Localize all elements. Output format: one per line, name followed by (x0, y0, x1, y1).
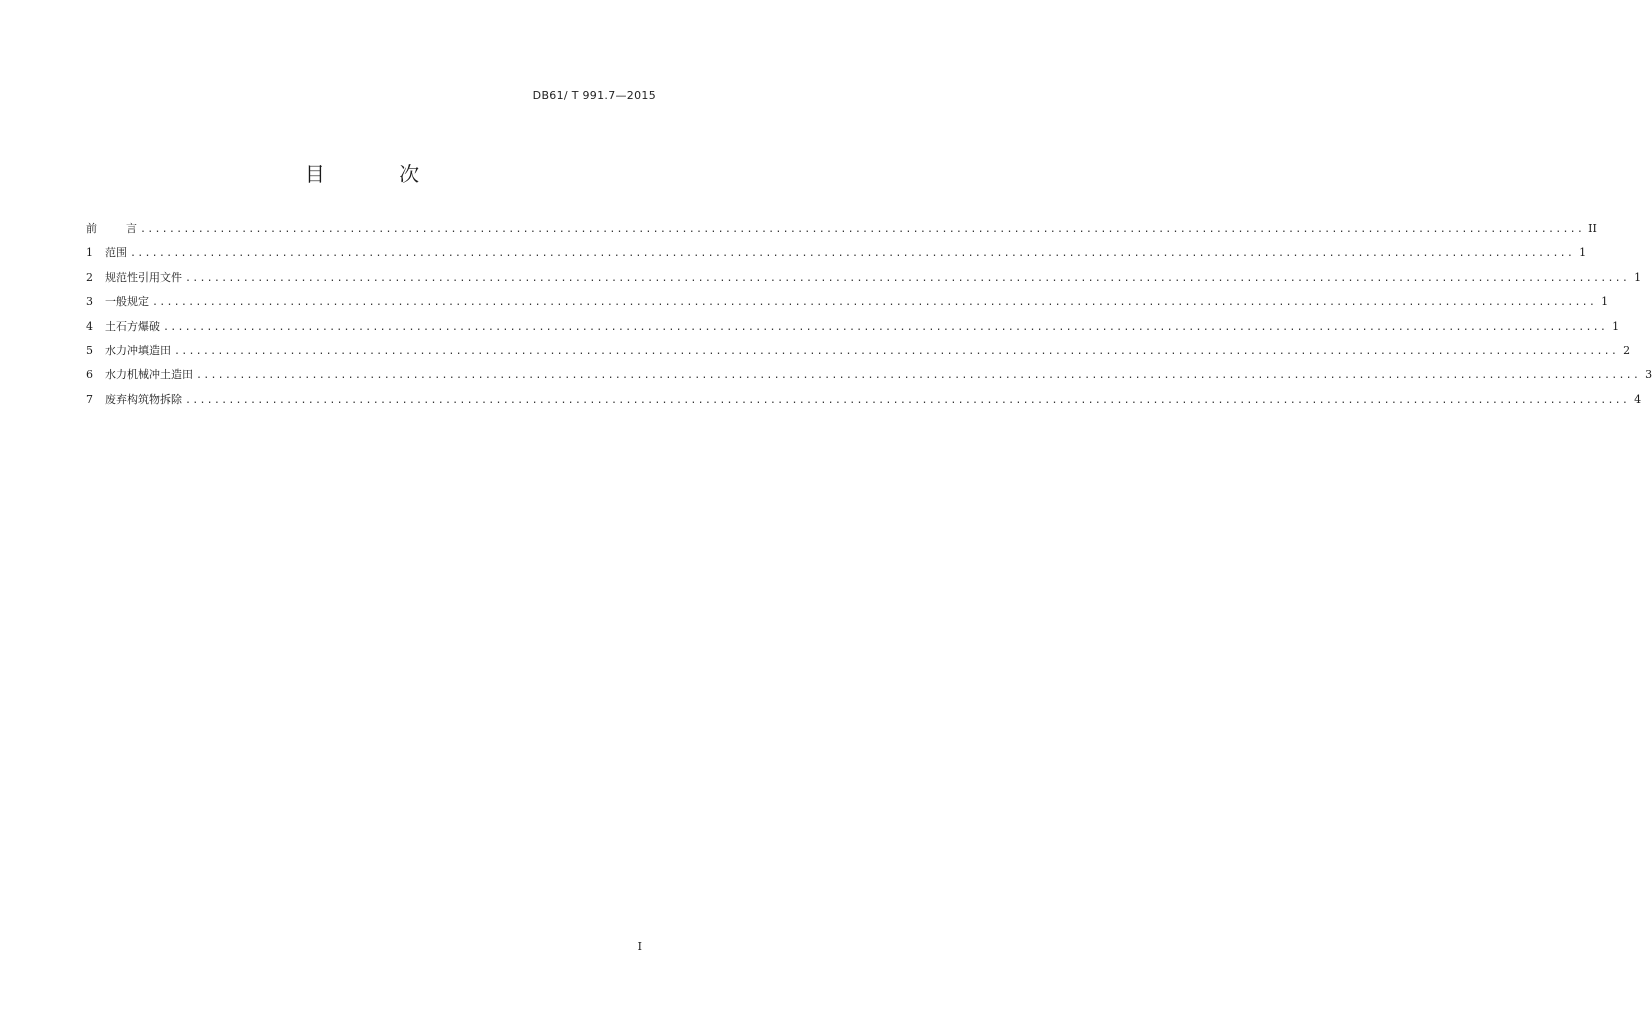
toc-entry-number: 6 (86, 368, 93, 382)
dot-leader: ........................................................................................................................................................................................................ (152, 297, 1597, 309)
toc-entry-number: 前 (86, 222, 97, 235)
dot-leader: ........................................................................................................................................................................................................ (140, 224, 1585, 235)
toc-entry-general-provisions[interactable] (86, 290, 1609, 314)
toc-entry-foreword[interactable] (86, 217, 1597, 241)
toc-entry-hydraulic-fill[interactable] (86, 339, 1631, 363)
toc-entry-normative-references[interactable] (86, 266, 1642, 290)
page-number: I (637, 940, 642, 953)
toc-entry-title: 水力冲填造田 (105, 343, 171, 357)
table-of-contents (86, 217, 1652, 412)
toc-entry-hydraulic-mechanical[interactable] (86, 363, 1652, 387)
dot-leader: ........................................................................................................................................................................................................ (185, 272, 1630, 284)
toc-entry-page: 1 (1601, 295, 1609, 309)
toc-entry-number: 3 (86, 295, 93, 309)
document-code: DB61/ T 991.7—2015 (532, 89, 656, 102)
toc-entry-title: 范围 (105, 246, 127, 260)
toc-entry-earth-rock-blasting[interactable] (86, 315, 1620, 339)
toc-entry-number: 5 (86, 343, 93, 357)
toc-entry-page: 1 (1612, 319, 1620, 333)
toc-entry-scope[interactable] (86, 241, 1587, 265)
toc-entry-number: 7 (86, 392, 93, 406)
toc-entry-title: 废弃构筑物拆除 (105, 392, 182, 406)
toc-entry-title: 土石方爆破 (105, 319, 160, 333)
toc-entry-title: 一般规定 (105, 295, 149, 309)
toc-entry-title: 言 (126, 222, 137, 235)
dot-leader: ........................................................................................................................................................................................................ (196, 370, 1641, 382)
dot-leader: ........................................................................................................................................................................................................ (163, 321, 1608, 333)
toc-entry-number: 4 (86, 319, 93, 333)
toc-entry-page: 2 (1623, 343, 1631, 357)
dot-leader: ........................................................................................................................................................................................................ (130, 248, 1575, 260)
toc-entry-title: 水力机械冲土造田 (105, 368, 193, 382)
toc-entry-demolition[interactable] (86, 388, 1642, 412)
toc-entry-number: 2 (86, 270, 93, 284)
toc-entry-page: 3 (1645, 368, 1652, 382)
toc-entry-title: 规范性引用文件 (105, 270, 182, 284)
toc-entry-page: 4 (1634, 392, 1642, 406)
toc-entry-page: 1 (1634, 270, 1642, 284)
toc-entry-number: 1 (86, 246, 93, 260)
dot-leader: ........................................................................................................................................................................................................ (174, 345, 1619, 357)
page-title: 目 次 (304, 162, 454, 186)
dot-leader: ........................................................................................................................................................................................................ (185, 394, 1630, 406)
toc-entry-page: II (1588, 222, 1597, 235)
toc-entry-page: 1 (1579, 246, 1587, 260)
